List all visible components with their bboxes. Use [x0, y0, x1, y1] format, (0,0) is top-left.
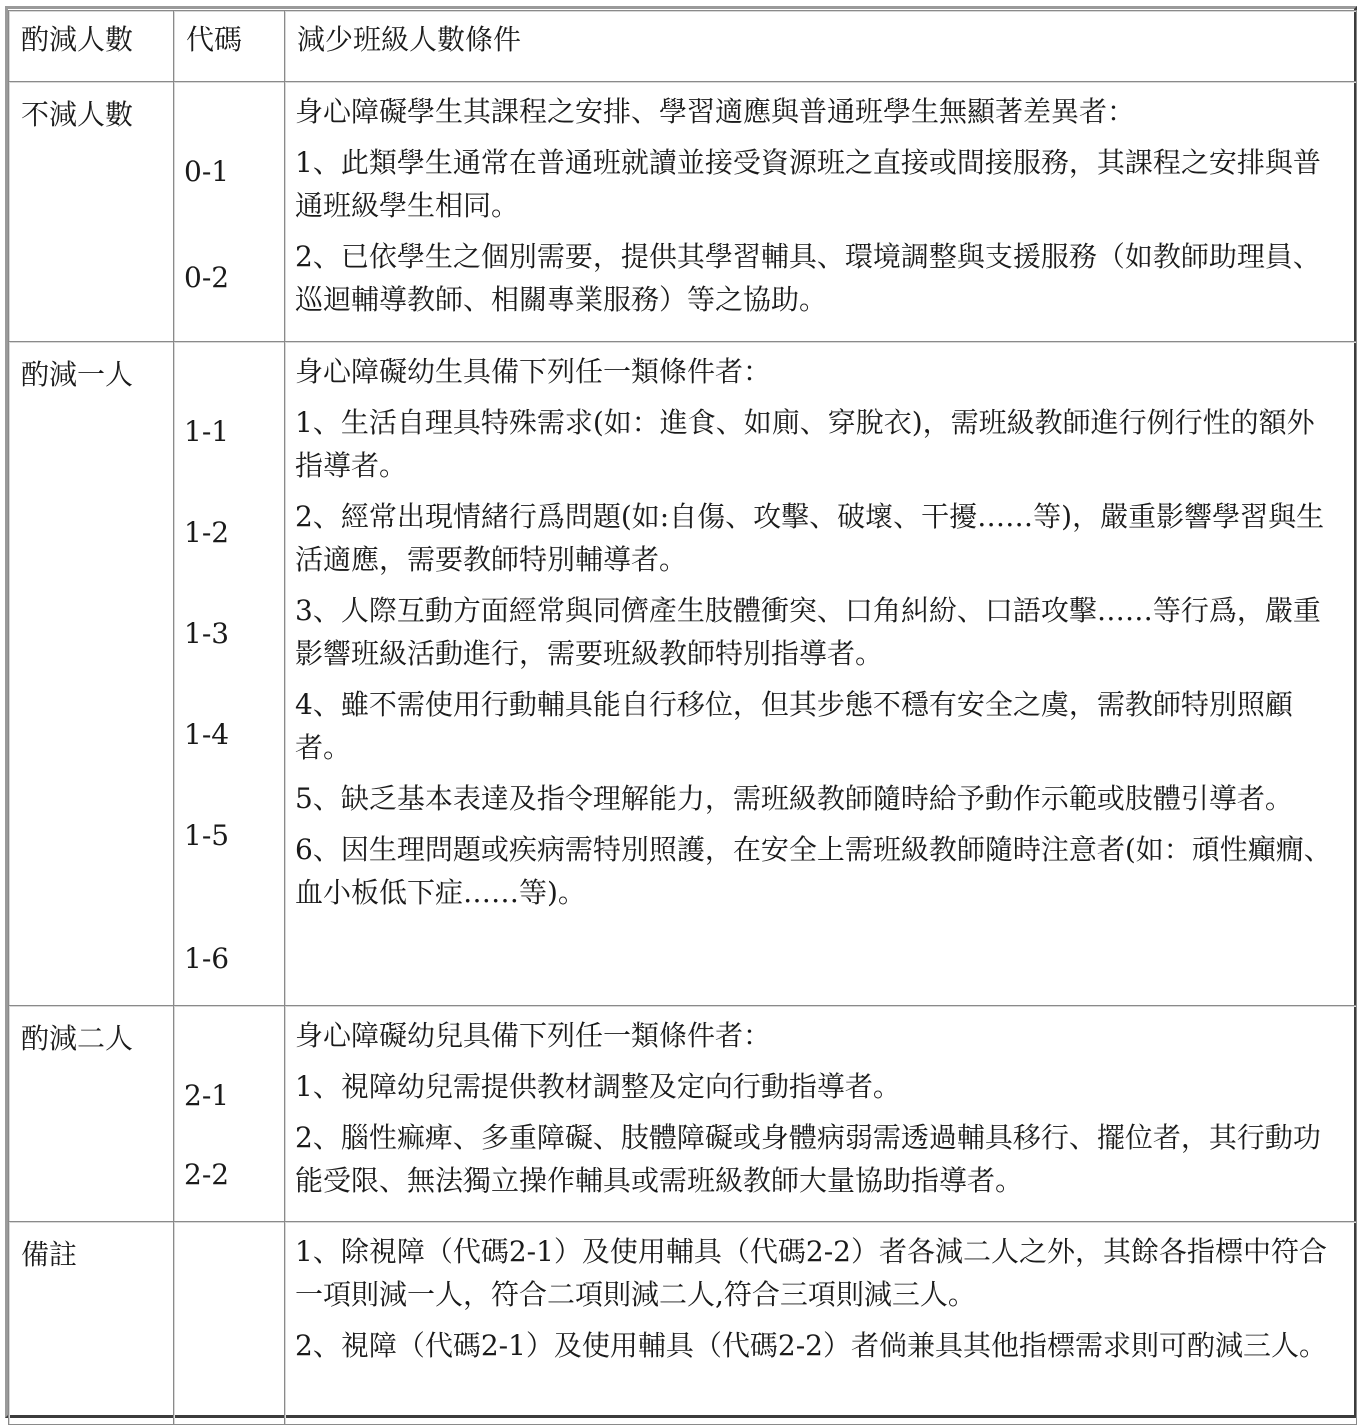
header-reduction-count: 酌減人數 [9, 11, 174, 82]
code-label: 0-2 [184, 261, 230, 294]
group-label: 不減人數 [9, 82, 174, 342]
condition-item: 5、缺乏基本表達及指令理解能力，需班級教師隨時給予動作示範或肢體引導者。 [295, 782, 1293, 815]
condition-intro: 身心障礙學生其課程之安排、學習適應與普通班學生無顯著差異者： [295, 95, 1136, 128]
condition-intro: 身心障礙幼生具備下列任一類條件者： [295, 355, 772, 388]
condition-item: 2、已依學生之個別需要，提供其學習輔具、環境調整與支援服務（如教師助理員、巡迴輔導教師、相關專業服務）等之協助。 [295, 240, 1321, 316]
code-label: 0-1 [184, 155, 230, 188]
condition-item: 6、因生理問題或疾病需特別照護，在安全上需班級教師隨時注意者(如：頑性癲癇、血小板低下症……等)。 [295, 833, 1332, 909]
code-label: 1-5 [184, 819, 230, 852]
group-label: 酌減一人 [9, 342, 174, 1006]
group-codes [174, 82, 285, 342]
condition-item: 1、視障幼兒需提供教材調整及定向行動指導者。 [295, 1070, 901, 1103]
class-size-reduction-table [8, 10, 1357, 1425]
code-label: 1-3 [184, 617, 230, 650]
condition-intro: 身心障礙幼兒具備下列任一類條件者： [295, 1019, 772, 1052]
group-conditions [285, 82, 1357, 342]
code-label: 1-4 [184, 718, 230, 751]
group-codes [174, 1006, 285, 1222]
code-label: 2-2 [184, 1158, 230, 1191]
group-label: 備註 [9, 1222, 174, 1425]
header-row [9, 11, 1357, 82]
group-row-notes [9, 1222, 1357, 1425]
group-codes [174, 1222, 285, 1425]
condition-item: 4、雖不需使用行動輔具能自行移位，但其步態不穩有安全之虞，需教師特別照顧者。 [295, 688, 1293, 764]
group-row-reduce-one [9, 342, 1357, 1006]
group-label: 酌減二人 [9, 1006, 174, 1222]
condition-item: 2、腦性痲痺、多重障礙、肢體障礙或身體病弱需透過輔具移行、擺位者，其行動功能受限、無法獨立操作輔具或需班級教師大量協助指導者。 [295, 1121, 1321, 1197]
header-conditions: 減少班級人數條件 [285, 11, 1357, 82]
group-conditions [285, 1006, 1357, 1222]
condition-item: 2、經常出現情緒行爲問題(如:自傷、攻擊、破壞、干擾……等)，嚴重影響學習與生活適應，需要教師特別輔導者。 [295, 500, 1325, 576]
condition-item: 1、此類學生通常在普通班就讀並接受資源班之直接或間接服務，其課程之安排與普通班級學生相同。 [295, 146, 1321, 222]
group-conditions [285, 1222, 1357, 1425]
code-label: 1-2 [184, 516, 230, 549]
group-row-reduce-two [9, 1006, 1357, 1222]
code-label: 1-1 [184, 415, 230, 448]
header-code: 代碼 [174, 11, 285, 82]
group-row-no-reduction [9, 82, 1357, 342]
note-item: 1、除視障（代碼2-1）及使用輔具（代碼2-2）者各減二人之外，其餘各指標中符合一項則減一人，符合二項則減二人,符合三項則減三人。 [295, 1235, 1327, 1311]
group-codes [174, 342, 285, 1006]
condition-item: 3、人際互動方面經常與同儕產生肢體衝突、口角糾紛、口語攻擊……等行爲，嚴重影響班級活動進行，需要班級教師特別指導者。 [295, 594, 1321, 670]
note-item: 2、視障（代碼2-1）及使用輔具（代碼2-2）者倘兼具其他指標需求則可酌減三人。 [295, 1329, 1327, 1362]
condition-item: 1、生活自理具特殊需求(如：進食、如廁、穿脫衣)，需班級教師進行例行性的額外指導者。 [295, 406, 1315, 482]
code-label: 2-1 [184, 1079, 230, 1112]
group-conditions [285, 342, 1357, 1006]
code-label: 1-6 [184, 942, 230, 975]
